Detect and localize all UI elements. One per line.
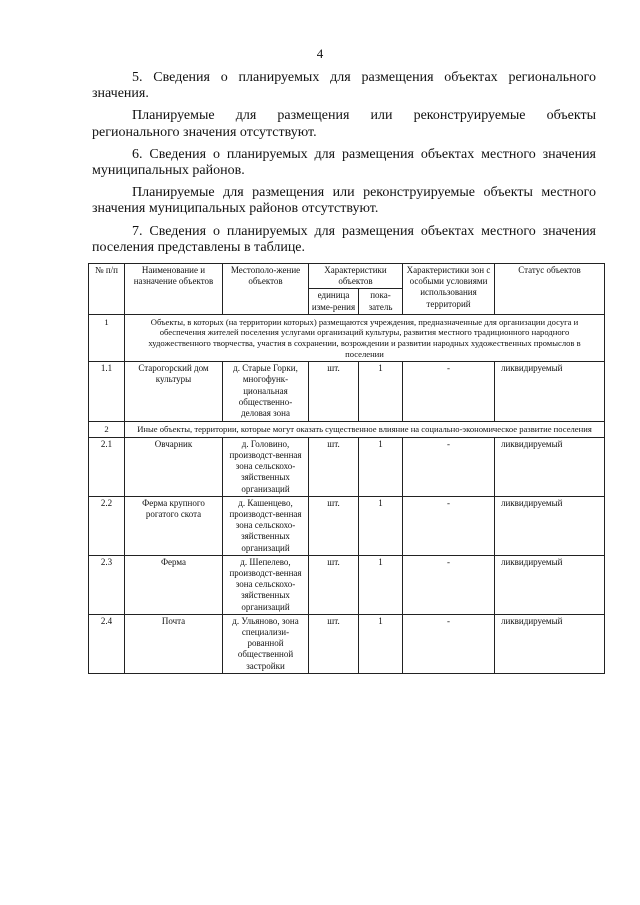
cell-zones: -	[403, 614, 495, 673]
paragraph: 6. Сведения о планируемых для размещения объектах местного значения муниципальных районов.	[92, 146, 596, 179]
cell-indicator: 1	[359, 437, 403, 496]
header-location: Местополо-жение объектов	[223, 264, 309, 315]
cell-location: д. Кашенцево, производст-венная зона сельскохо-зяйственных организаций	[223, 496, 309, 555]
cell-unit: шт.	[309, 496, 359, 555]
cell-unit: шт.	[309, 614, 359, 673]
cell-num: 2.2	[89, 496, 125, 555]
cell-name: Старогорский дом культуры	[125, 362, 223, 422]
header-zones: Характеристики зон с особыми условиями использования территорий	[403, 264, 495, 315]
section-row	[89, 314, 605, 361]
cell-indicator: 1	[359, 496, 403, 555]
cell-status: ликвидируемый	[495, 496, 605, 555]
table-row	[89, 496, 605, 555]
header-characteristics: Характеристики объектов	[309, 264, 403, 289]
section-num: 2	[89, 422, 125, 438]
paragraph: 7. Сведения о планируемых для размещения объектах местного значения поселения представлены в таблице.	[92, 223, 596, 255]
section-title: Иные объекты, территории, которые могут оказать существенное влияние на социально-экономическое развитие поселения	[125, 422, 605, 438]
cell-location: д. Ульяново, зона специализи-рованной общественной застройки	[223, 614, 309, 673]
planned-objects-table	[88, 263, 605, 674]
cell-name: Ферма крупного рогатого скота	[125, 496, 223, 555]
cell-num: 1.1	[89, 362, 125, 422]
section-title: Объекты, в которых (на территории которых) размещаются учреждения, предназначенные для организации досуга и обеспечения жителей поселения услугами организаций культуры, развития местного традиционного народного художественного творчества, участия в сохранении, возрождении и развитии народных художественных промыслов в поселении	[125, 314, 605, 361]
cell-name: Ферма	[125, 555, 223, 614]
cell-zones: -	[403, 437, 495, 496]
paragraph: Планируемые для размещения или реконструируемые объекты местного значения муниципальных районов отсутствуют.	[92, 185, 596, 217]
document-body	[92, 70, 596, 262]
cell-name: Овчарник	[125, 437, 223, 496]
cell-zones: -	[403, 362, 495, 422]
cell-num: 2.3	[89, 555, 125, 614]
cell-unit: шт.	[309, 437, 359, 496]
cell-unit: шт.	[309, 362, 359, 422]
paragraph: Планируемые для размещения или реконструируемые объекты регионального значения отсутствуют.	[92, 108, 596, 140]
cell-status: ликвидируемый	[495, 614, 605, 673]
cell-indicator: 1	[359, 614, 403, 673]
cell-zones: -	[403, 555, 495, 614]
paragraph: 5. Сведения о планируемых для размещения объектах регионального значения.	[92, 70, 596, 102]
cell-num: 2.1	[89, 437, 125, 496]
table-row	[89, 555, 605, 614]
cell-status: ликвидируемый	[495, 437, 605, 496]
section-num: 1	[89, 314, 125, 361]
page-number: 4	[316, 46, 324, 61]
cell-indicator: 1	[359, 555, 403, 614]
cell-location: д. Головино, производст-венная зона сельскохо-зяйственных организаций	[223, 437, 309, 496]
header-unit: единица изме-рения	[309, 289, 359, 314]
table-header-row	[89, 264, 605, 289]
table-row	[89, 614, 605, 673]
header-indicator: пока-затель	[359, 289, 403, 314]
cell-location: д. Шепелево, производст-венная зона сельскохо-зяйственных организаций	[223, 555, 309, 614]
cell-unit: шт.	[309, 555, 359, 614]
header-status: Статус объектов	[495, 264, 605, 315]
table-row	[89, 437, 605, 496]
cell-name: Почта	[125, 614, 223, 673]
cell-num: 2.4	[89, 614, 125, 673]
cell-status: ликвидируемый	[495, 362, 605, 422]
header-name: Наименование и назначение объектов	[125, 264, 223, 315]
section-row	[89, 422, 605, 438]
cell-status: ликвидируемый	[495, 555, 605, 614]
header-num: № п/п	[89, 264, 125, 315]
cell-indicator: 1	[359, 362, 403, 422]
table-row	[89, 362, 605, 422]
cell-location: д. Старые Горки, многофунк-циональная общественно-деловая зона	[223, 362, 309, 422]
cell-zones: -	[403, 496, 495, 555]
